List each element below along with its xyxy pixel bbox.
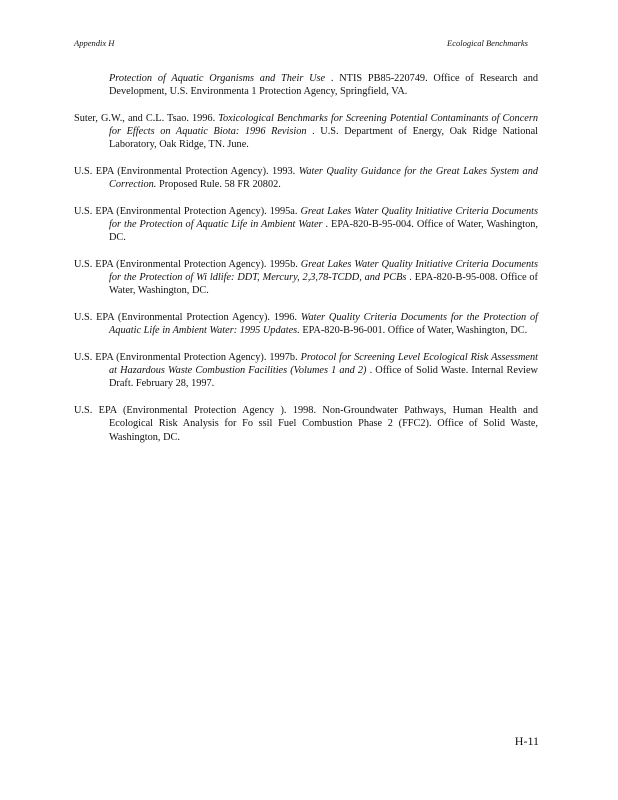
reference-lead: U.S. EPA (Environmental Protection Agency). 1996. [74,312,301,324]
reference-title: Protocol for Screening Level Ecological Risk Assessment at Hazardous Waste Combustion Facilities (Volumes 1 and 2) [109,352,538,377]
running-header-left: Appendix H [74,38,115,48]
reference-tail: . NTIS PB85-220749. Office of Research and Development, U.S. Environmenta 1 Protection Agency, Springfield, VA. [109,73,538,98]
reference-entry [74,311,538,337]
reference-title: Protection of Aquatic Organisms and Their Use [109,73,326,84]
reference-entry [74,351,538,391]
reference-title: Great Lakes Water Quality Initiative Criteria Documents for the Protection of Aquatic Life in Ambient Water [109,205,538,231]
running-header-right: Ecological Benchmarks [447,38,528,48]
reference-title: Toxicological Benchmarks for Screening Potential Contaminants of Concern for Effects on Aquatic Biota: 1996 Revision [109,112,538,138]
reference-tail: . U.S. Department of Energy, Oak Ridge National Laboratory, Oak Ridge, TN. June. [109,126,539,151]
reference-entry [74,205,538,245]
reference-tail: . Office of Solid Waste. Internal Review Draft. February 28, 1997. [109,365,538,390]
reference-entry [74,404,538,444]
reference-title: Water Quality Criteria Documents for the Protection of Aquatic Life in Ambient Water: 1995 Updates. [109,312,538,337]
reference-lead: U.S. EPA (Environmental Protection Agency). 1997b. [74,352,301,364]
page-number: H-11 [514,734,539,748]
reference-entry [74,72,538,98]
reference-title: Great Lakes Water Quality Initiative Criteria Documents for the Protection of Wi ldlife: DDT, Mercury, 2,3,78-TCDD, and PCBs [109,259,538,284]
reference-entry [74,112,538,152]
reference-lead: U.S. EPA (Environmental Protection Agency). 1995b. [74,259,301,271]
reference-tail: . EPA-820-B-95-008. Office of Water, Washington, DC. [109,272,538,297]
reference-entry [74,165,538,191]
reference-title: Water Quality Guidance for the Great Lakes System and Correction. [109,166,538,191]
reference-list [74,72,538,457]
reference-lead: U.S. EPA (Environmental Protection Agency). 1995a. [74,205,301,217]
reference-entry [74,258,538,298]
reference-tail: . EPA-820-B-95-004. Office of Water, Washington, DC. [109,219,539,244]
reference-tail: EPA-820-B-96-001. Office of Water, Washington, DC. [299,325,528,337]
reference-tail: Proposed Rule. 58 FR 20802. [156,179,281,191]
reference-lead: U.S. EPA (Environmental Protection Agency). 1993. [74,166,299,178]
reference-lead: U.S. EPA (Environmental Protection Agency ). 1998. Non-Groundwater Pathways, Human Health and Ecological Risk Analysis for Fo ssil Fuel Combustion Phase 2 (FFC2). Office of Solid Waste, Washington, DC. [74,405,538,443]
reference-lead: Suter, G.W., and C.L. Tsao. 1996. [74,112,219,124]
